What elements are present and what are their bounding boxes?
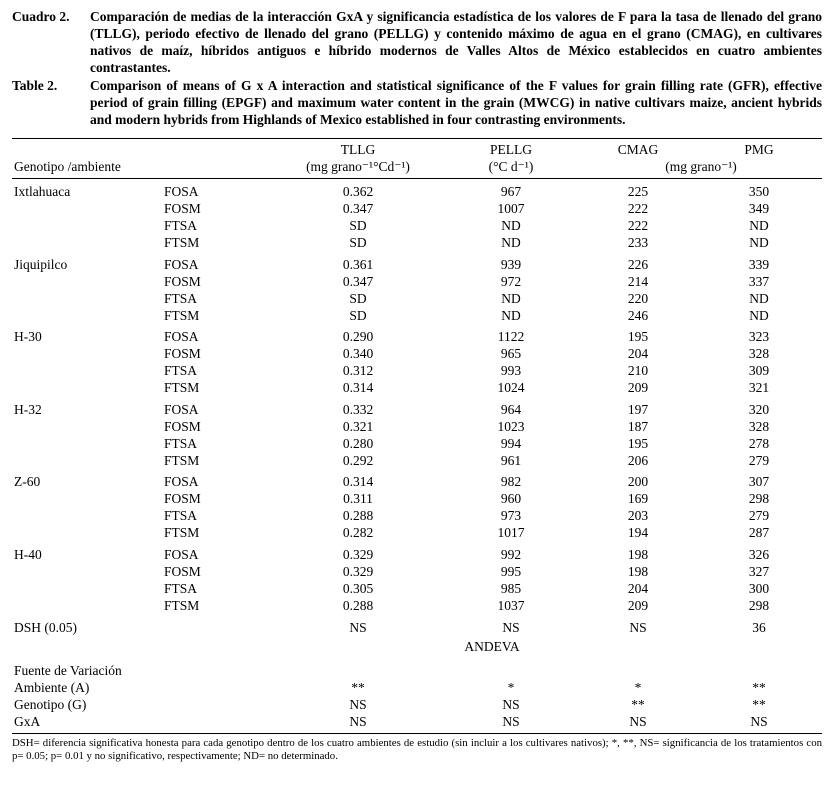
cell-pellg: 1017 [497, 525, 525, 540]
environment-label: FOSM [164, 346, 201, 361]
caption-english-text: Comparison of means of G x A interaction and statistical significance of the F values for grain filling rate (GFR), effective period of grain filling (EPGF) and maximum water content in the grain (MWCG) in native cultivars maize, ancient hybrids and modern hybrids from Highlands of Mexico established in four contrasting environments. [90, 78, 822, 127]
table-row [12, 346, 822, 363]
cell-cmag: ** [631, 696, 645, 712]
cell-pellg: NS [502, 713, 520, 729]
cell-tllg: 0.280 [342, 435, 374, 451]
cell-pellg: 1037 [497, 597, 525, 613]
caption-spanish-text: Comparación de medias de la interacción GxA y significancia estadística de los valores de F para la tasa de llenado del grano (TLLG), periodo efectivo de llenado del grano (PELLG) y contenido máximo de agua en el grano (CMAG), en cultivares nativos de maíz, híbridos antiguos e híbrido modernos de Valles Altos de México establecidos en cuatro ambientes contrastantes. [90, 9, 822, 75]
table-row [12, 397, 822, 419]
cell-cmag: 225 [627, 184, 649, 199]
cell-cmag: 169 [627, 491, 649, 506]
cell-pmg: 298 [748, 491, 770, 506]
table-row [12, 418, 822, 435]
header-cmag: CMAG [580, 139, 696, 159]
cell-tllg: 0.332 [342, 401, 374, 417]
genotype-label: H-30 [14, 329, 42, 344]
cell-pellg: 993 [500, 363, 522, 378]
cell-tllg: 0.292 [342, 452, 374, 468]
table-header [12, 139, 822, 179]
environment-label: FOSM [164, 273, 201, 289]
environment-label: FTSM [164, 597, 200, 613]
environment-label: FOSA [164, 184, 199, 199]
cell-pmg: 298 [748, 597, 770, 613]
cell-pellg: 1122 [497, 329, 525, 344]
cell-cmag: 209 [627, 597, 649, 613]
cell-pmg: 350 [748, 184, 770, 199]
cell-cmag: * [634, 679, 642, 695]
cell-pmg: NS [750, 713, 768, 729]
cell-cmag: 209 [627, 380, 649, 395]
cell-cmag: 197 [627, 401, 649, 417]
table-row [12, 324, 822, 346]
environment-label: FTSM [164, 235, 200, 250]
cell-tllg: 0.288 [342, 508, 374, 523]
genotype-label: H-40 [14, 546, 42, 562]
header-tllg-units: (mg grano⁻¹°Cd⁻¹) [274, 159, 442, 179]
environment-label: FOSA [164, 546, 199, 562]
environment-label: FTSA [164, 218, 198, 233]
environment-label: FOSA [164, 401, 199, 417]
table-row [12, 469, 822, 491]
cell-pellg: 939 [500, 256, 522, 272]
cell-pmg: 309 [748, 363, 770, 378]
genotype-label: Ixtlahuaca [14, 184, 71, 199]
andeva-label: ANDEVA [464, 638, 520, 654]
cell-pmg: 278 [748, 435, 770, 451]
variation-row [12, 713, 822, 733]
cell-pellg: 995 [500, 563, 522, 579]
environment-label: FOSM [164, 491, 201, 506]
cell-pellg: 973 [500, 508, 522, 523]
environment-label: FOSA [164, 329, 199, 344]
cell-cmag: 206 [627, 452, 649, 468]
environment-label: FTSM [164, 307, 200, 323]
cell-pellg: ND [501, 307, 521, 323]
environment-label: FOSA [164, 474, 199, 489]
cell-tllg: 0.340 [342, 346, 374, 361]
cell-tllg: 0.329 [342, 563, 374, 579]
header-tllg: TLLG [274, 139, 442, 159]
genotype-label: H-32 [14, 401, 42, 417]
cell-tllg: 0.314 [342, 380, 374, 395]
cell-pmg: 328 [748, 418, 770, 434]
cell-cmag: 200 [627, 474, 649, 489]
caption-english [12, 77, 822, 128]
table-footnote: DSH= diferencia significativa honesta para cada genotipo dentro de los cuatro ambientes de estudio (sin incluir a los cultivares nativos); *, **, NS= significancia de los tratamientos con p= 0.05; p= 0.01 y no significativo, respectivamente; ND= no determinado. [12, 736, 822, 762]
cell-pmg: 323 [748, 329, 770, 344]
cell-pellg: 960 [500, 491, 522, 506]
results-table [12, 138, 822, 734]
cell-pmg: ND [749, 235, 769, 250]
table-body [12, 179, 822, 734]
cell-tllg: 0.290 [342, 329, 374, 344]
cell-cmag: 210 [627, 363, 649, 378]
cell-pellg: 972 [500, 273, 522, 289]
cell-pellg: NS [502, 696, 520, 712]
cell-tllg: 0.314 [342, 474, 374, 489]
cell-pmg: 328 [748, 346, 770, 361]
andeva-row [12, 637, 822, 657]
cell-tllg: 0.329 [342, 546, 374, 562]
cell-tllg: 0.288 [342, 597, 374, 613]
environment-label: FOSA [164, 256, 199, 272]
table-row [12, 525, 822, 542]
cell-tllg: SD [349, 218, 367, 233]
cell-cmag: 222 [627, 218, 649, 233]
table-row [12, 491, 822, 508]
cell-tllg: 0.311 [343, 491, 373, 506]
cell-cmag: 233 [627, 235, 649, 250]
cell-pmg: 307 [748, 474, 770, 489]
cell-tllg: 0.362 [342, 184, 374, 199]
cell-cmag: 187 [627, 418, 649, 434]
cell-pmg: 321 [748, 380, 770, 395]
header-cmag-pmg-units: (mg grano⁻¹) [580, 159, 822, 179]
cell-cmag: NS [629, 713, 647, 729]
cell-pellg: 1024 [497, 380, 525, 395]
cell-tllg: ** [351, 679, 365, 695]
environment-label: FTSM [164, 452, 200, 468]
cell-pellg: 1023 [497, 418, 525, 434]
cell-cmag: 203 [627, 508, 649, 523]
cell-cmag: 194 [627, 525, 649, 540]
caption-spanish [12, 8, 822, 76]
cell-pellg: ND [501, 218, 521, 233]
variation-row [12, 696, 822, 713]
table-row [12, 307, 822, 324]
caption-spanish-label: Cuadro 2. [12, 9, 70, 24]
cell-tllg: 0.361 [342, 256, 374, 272]
variation-label: Genotipo (G) [14, 696, 87, 712]
environment-label: FTSA [164, 435, 198, 451]
cell-pmg: 279 [748, 508, 770, 523]
cell-tllg: SD [349, 307, 367, 323]
variation-label: Ambiente (A) [14, 679, 90, 695]
cell-tllg: SD [349, 235, 367, 250]
cell-cmag: 198 [627, 546, 649, 562]
table-row [12, 580, 822, 597]
genotype-label: Jiquipilco [14, 256, 68, 272]
table-row [12, 508, 822, 525]
cell-tllg: NS [349, 696, 367, 712]
environment-label: FOSM [164, 201, 201, 216]
genotype-label: Z-60 [14, 474, 41, 489]
cell-cmag: 198 [627, 563, 649, 579]
cell-pellg: * [507, 679, 515, 695]
cell-pellg: 964 [500, 401, 522, 417]
cell-pmg: ** [752, 696, 766, 712]
variation-row [12, 679, 822, 696]
table-row [12, 290, 822, 307]
header-genotype-env: Genotipo /ambiente [12, 159, 274, 179]
environment-label: FTSA [164, 363, 198, 378]
header-row-units [12, 159, 822, 179]
header-pellg: PELLG [442, 139, 580, 159]
cell-pellg: 994 [500, 435, 522, 451]
cell-pmg: 279 [748, 452, 770, 468]
table-row [12, 201, 822, 218]
table-row [12, 452, 822, 469]
table-row [12, 218, 822, 235]
cell-cmag: 222 [627, 201, 649, 216]
cell-pellg: 961 [500, 452, 522, 468]
environment-label: FTSM [164, 525, 200, 540]
cell-pmg: ND [749, 290, 769, 306]
cell-cmag: 204 [627, 580, 649, 596]
table-row [12, 435, 822, 452]
dsh-row [12, 614, 822, 637]
header-row-names [12, 139, 822, 159]
variation-label: GxA [14, 713, 41, 729]
cell-pmg: 326 [748, 546, 770, 562]
table-row [12, 363, 822, 380]
table-row [12, 252, 822, 274]
environment-label: FOSM [164, 563, 201, 579]
cell-pellg: ND [501, 235, 521, 250]
environment-label: FTSA [164, 508, 198, 523]
cell-cmag: 214 [627, 273, 649, 289]
cell-cmag: 220 [627, 290, 649, 306]
cell-pmg: ND [749, 307, 769, 323]
cell-pellg: 985 [500, 580, 522, 596]
cell-tllg: SD [349, 290, 367, 306]
cell-pmg: 337 [748, 273, 770, 289]
table-row [12, 179, 822, 201]
cell-tllg: NS [349, 713, 367, 729]
header-empty [12, 139, 274, 159]
cell-tllg: 0.347 [342, 273, 374, 289]
cell-pmg: 327 [748, 563, 770, 579]
cell-pellg: 967 [500, 184, 522, 199]
environment-label: FTSA [164, 580, 198, 596]
cell-tllg: 0.305 [342, 580, 374, 596]
environment-label: FTSA [164, 290, 198, 306]
cell-pellg: 965 [500, 346, 522, 361]
cell-pellg: NS [502, 620, 520, 635]
table-row [12, 235, 822, 252]
caption-english-label: Table 2. [12, 78, 58, 93]
table-row [12, 273, 822, 290]
cell-pmg: 36 [752, 620, 766, 635]
table-row [12, 380, 822, 397]
cell-cmag: 195 [627, 435, 649, 451]
variation-header-row [12, 657, 822, 680]
cell-pmg: ** [752, 679, 766, 695]
cell-pmg: 300 [748, 580, 770, 596]
cell-tllg: 0.282 [342, 525, 374, 540]
cell-pellg: 982 [500, 474, 522, 489]
cell-pmg: ND [749, 218, 769, 233]
cell-cmag: 226 [627, 256, 649, 272]
environment-label: FTSM [164, 380, 200, 395]
table-row [12, 542, 822, 564]
dsh-label: DSH (0.05) [14, 620, 77, 635]
cell-pellg: ND [501, 290, 521, 306]
table-row [12, 563, 822, 580]
header-pellg-units: (°C d⁻¹) [442, 159, 580, 179]
cell-pmg: 320 [748, 401, 770, 417]
table-row [12, 597, 822, 614]
cell-cmag: 246 [627, 307, 649, 323]
cell-pellg: 1007 [497, 201, 525, 216]
cell-tllg: 0.347 [342, 201, 374, 216]
cell-cmag: 195 [627, 329, 649, 344]
cell-cmag: 204 [627, 346, 649, 361]
cell-tllg: 0.321 [342, 418, 374, 434]
cell-pellg: 992 [500, 546, 522, 562]
cell-tllg: NS [349, 620, 367, 635]
variation-header-label: Fuente de Variación [14, 662, 122, 678]
environment-label: FOSM [164, 418, 201, 434]
cell-pmg: 349 [748, 201, 770, 216]
cell-tllg: 0.312 [342, 363, 374, 378]
header-pmg: PMG [696, 139, 822, 159]
cell-pmg: 339 [748, 256, 770, 272]
cell-cmag: NS [629, 620, 647, 635]
cell-pmg: 287 [748, 525, 770, 540]
